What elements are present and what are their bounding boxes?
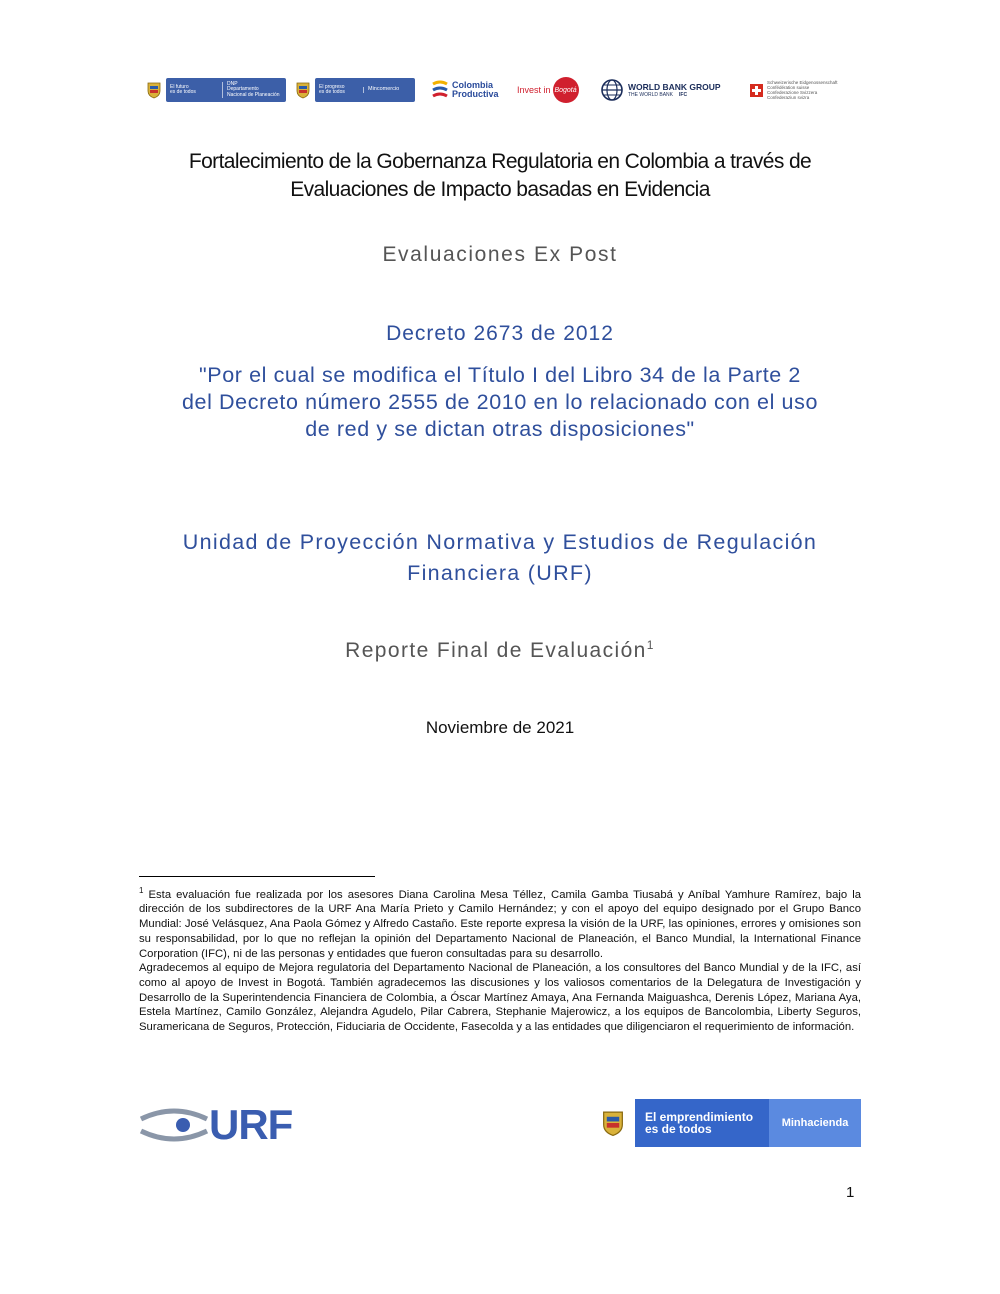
gov1-line2: es de todos	[170, 89, 196, 95]
unit-line2: Financiera (URF)	[407, 561, 593, 585]
logo-urf	[139, 1100, 292, 1150]
gov2-line1: El progreso	[319, 83, 345, 90]
gov1-line4: Departamento	[227, 86, 259, 93]
footnote	[139, 884, 861, 1035]
footnote-marker: 1	[139, 886, 144, 895]
footnote-divider	[139, 876, 375, 877]
invest-left: Invest in	[517, 85, 551, 95]
gov1-line5: Nacional de Planeación	[227, 91, 280, 98]
title-line2: Evaluaciones de Impacto basadas en Evidencia	[290, 178, 710, 201]
cp-line2: Productiva	[452, 89, 499, 99]
colombia-productiva-icon	[431, 80, 449, 100]
decree-description	[100, 362, 900, 443]
report-label: Reporte Final de Evaluación	[345, 639, 647, 662]
logo-swiss-confederation	[750, 76, 838, 104]
report-footnote-ref: 1	[646, 638, 655, 652]
decree-desc-line2: del Decreto número 2555 de 2010 en lo relacionado con el uso	[181, 390, 819, 414]
colombia-shield-icon	[602, 1109, 624, 1137]
urf-logo-text: URF	[209, 1101, 293, 1148]
colombia-shield-icon	[296, 81, 310, 99]
decree-desc-line3: de red y se dictan otras disposiciones"	[305, 417, 695, 441]
urf-eye-icon	[139, 1105, 209, 1145]
wbg-sub2: IFC	[679, 92, 688, 98]
swiss-line4: Confederaziun svizra	[767, 95, 810, 101]
unit-name	[100, 527, 900, 589]
minh-line2: es de todos	[645, 1122, 712, 1136]
swiss-line2: Confédération suisse	[767, 84, 810, 90]
logo-colombia-productiva	[431, 76, 499, 104]
wbg-sub1: THE WORLD BANK	[628, 92, 674, 98]
wbg-title: WORLD BANK GROUP	[628, 82, 721, 92]
minhacienda-name: Minhacienda	[769, 1099, 861, 1147]
footnote-para1: Esta evaluación fue realizada por los asesores Diana Carolina Mesa Téllez, Camila Gamba Tiusabá y Aníbal Yamhure Ramírez, bajo la dirección de los subdirectores de la URF Ana María Prieto y Camilo Hernández; y con el apoyo del equipo designado por el Grupo Banco Mundial: José Velásquez, Ana Paola Gómez y Alfredo Castaño. Este reporte expresa la visión de la URF, las opiniones, errores y omisiones son su responsabilidad, por lo que no reflejan la opinión del Departamento Nacional de Planeación, el Banco Mundial, la International Finance Corporation (IFC), ni de las personas y entidades que fueron consultadas para su desarrollo.	[139, 888, 861, 960]
document-date: Noviembre de 2021	[425, 718, 575, 737]
minh-line1: El emprendimiento	[645, 1110, 754, 1124]
logo-world-bank-group	[600, 76, 721, 104]
logo-dnp	[147, 76, 286, 104]
invest-right: Bogotá	[554, 86, 577, 94]
swiss-line1: Schweizerische Eidgenossenschaft	[767, 79, 838, 85]
section-label: Evaluaciones Ex Post	[382, 243, 618, 266]
report-title	[100, 638, 900, 663]
decree-title: Decreto 2673 de 2012	[386, 322, 614, 345]
document-title	[100, 148, 900, 204]
title-line1: Fortalecimiento de la Gobernanza Regulatoria en Colombia a través de	[188, 150, 812, 173]
world-bank-globe-icon	[600, 78, 624, 102]
gov1-line1: El futuro	[170, 83, 189, 90]
gov2-line2: es de todos	[319, 89, 345, 95]
page-number: 1	[846, 1184, 855, 1201]
colombia-shield-icon	[147, 81, 161, 99]
swiss-line3: Confederazione Svizzera	[767, 90, 818, 95]
logo-minhacienda	[591, 1099, 861, 1147]
gov2-line3: Mincomercio	[368, 86, 400, 93]
gov1-line3: DNP	[227, 80, 238, 87]
logo-mincomercio	[296, 76, 415, 104]
cp-line1: Colombia	[452, 80, 494, 90]
footnote-para2: Agradecemos al equipo de Mejora regulatoria del Departamento Nacional de Planeación, a los consultores del Banco Mundial y de la IFC, así como al apoyo de Invest in Bogotá. También agradecemos las discusiones y los valiosos comentarios de la Delegatura de Investigación y Desarrollo de la Superintendencia Financiera de Colombia, a Óscar Martínez Amaya, Ana Fernanda Maiguashca, Derenis López, Mariana Aya, Estela Martínez, Camilo González, Alejandra Agudelo, Pilar Cabrera, Stephanie Majerowicz, a los equipos de Bancolombia, Liberty Seguros, Suramericana de Seguros, Protección, Fiduciaria de Occidente, Fasecolda y a las entidades que diligenciaron el requerimiento de información.	[139, 962, 861, 1034]
unit-line1: Unidad de Proyección Normativa y Estudios de Regulación	[182, 530, 818, 554]
logo-invest-in-bogota	[517, 76, 579, 104]
swiss-cross-icon	[750, 84, 763, 97]
decree-desc-line1: "Por el cual se modifica el Título I del Libro 34 de la Parte 2	[199, 363, 801, 387]
